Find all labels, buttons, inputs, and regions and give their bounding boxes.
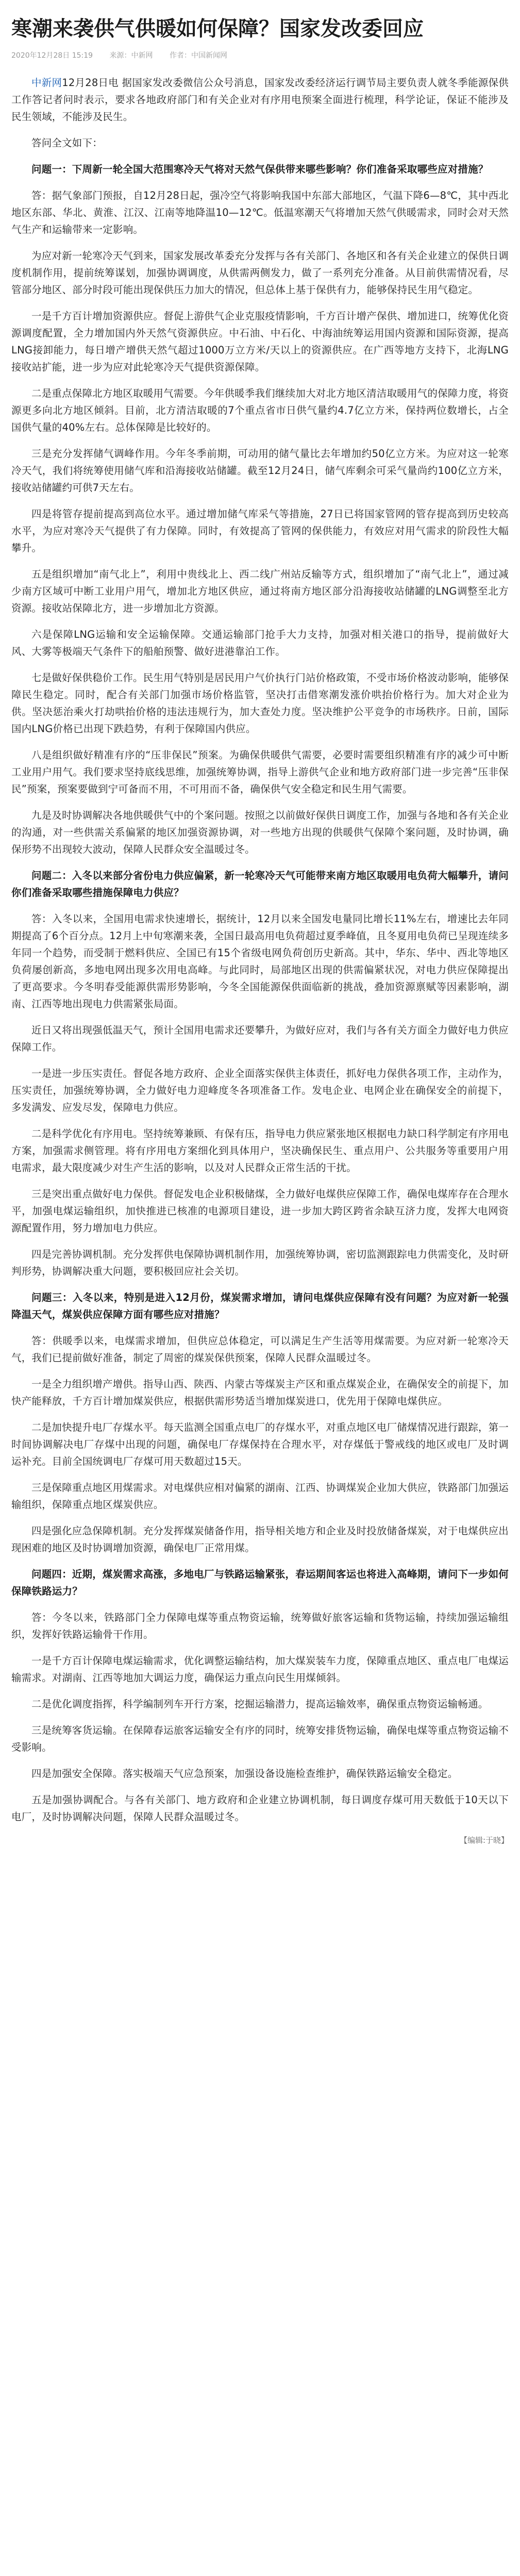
article-source: 来源：中新网 xyxy=(109,52,153,60)
body-paragraph: 四是强化应急保障机制。充分发挥煤炭储备作用，指导相关地方和企业及时投放储备煤炭，对于电煤供应出现困难的地区及时协调增加资源，确保电厂正常用煤。 xyxy=(11,1525,509,1554)
body-paragraph: 答：入冬以来，全国用电需求快速增长，据统计，12月以来全国发电量同比增长11%左右，增速比去年同期提高了6个百分点。12月上中旬寒潮来袭，全国日最高用电负荷超过夏季峰值，且冬夏用电负荷已呈现连续多年同一个趋势，而受制于燃料供应、全国已有15个省级电网负荷创历史新高。其中，华东、华中、西北等地区负荷屡创新高，多地电网出现多次用电高峰。与此同时，局部地区出现的供需偏紧状况，对电力供应保障提出了更高要求。今冬明春受能源供需形势影响，今冬全国能源保供面临新的挑战，叠加资源禀赋等因素影响，湖南、江西等地出现电力供需紧张局面。 xyxy=(11,913,509,1010)
body-paragraph: 二是科学优化有序用电。坚持统筹兼顾、有保有压，指导电力供应紧张地区根据电力缺口科学制定有序用电方案，加强需求侧管理。将有序用电方案细化到具体用户，坚决确保民生、重点用户、公共服务等重要用户用电需求，最大限度减少对生产生活的影响，以及对人民群众正常生活的干扰。 xyxy=(11,1128,509,1174)
body-paragraph: 二是加快提升电厂存煤水平。每天监测全国重点电厂的存煤水平，对重点地区电厂储煤情况进行跟踪，第一时间协调解决电厂存煤中出现的问题，确保电厂存煤保持在合理水平，对存煤低于警戒线的地区或电厂及时调运补充。目前全国统调电厂存煤可用天数超过15天。 xyxy=(11,1421,509,1467)
body-paragraph: 三是保障重点地区用煤需求。对电煤供应相对偏紧的湖南、江西、协调煤炭企业加大供应，铁路部门加强运输组织，保障重点地区煤炭供应。 xyxy=(11,1482,509,1511)
article-title: 寒潮来袭供气供暖如何保障？国家发改委回应 xyxy=(11,17,424,41)
body-paragraph: 四是加强安全保障。落实极端天气应急预案，加强设备设施检查维护，确保铁路运输安全稳定。 xyxy=(31,1768,458,1780)
body-paragraph: 近日又将出现强低温天气，预计全国用电需求还要攀升，为做好应对，我们与各有关方面全力做好电力供应保障工作。 xyxy=(11,1024,509,1053)
body-paragraph: 一是全力组织增产增供。指导山西、陕西、内蒙古等煤炭主产区和重点煤炭企业，在确保安全的前提下，加快产能释放，千方百计增加煤炭供应，根据供需形势适当增加煤炭进口，优先用于保障电煤供应。 xyxy=(11,1378,509,1407)
body-paragraph: 八是组织做好精准有序的“压非保民”预案。为确保供暖供气需要，必要时需要组织精准有序的减少可中断工业用户用气。我们要求坚持底线思维，加强统筹协调，指导上游供气企业和地方政府部门进一步完善“压非保民”预案，预案要做到宁可备而不用，不可用而不备，确保供气安全稳定和民生用气需要。 xyxy=(11,749,509,795)
body-paragraph: 五是加强协调配合。与各有关部门、地方政府和企业建立协调机制，每日调度存煤可用天数低于10天以下电厂，及时协调解决问题，保障人民群众温暖过冬。 xyxy=(11,1794,509,1823)
question-heading: 问题二：入冬以来部分省份电力供应偏紧，新一轮寒冷天气可能带来南方地区取暖用电负荷大幅攀升，请问你们准备采取哪些措施保障电力供应？ xyxy=(11,870,509,899)
body-paragraph: 九是及时协调解决各地供暖供气中的个案问题。按照之以前做好保供日调度工作，加强与各地和各有关企业的沟通，对一些供需关系偏紧的地区加强资源协调，对一些地方出现的供暖供气保障个案问题，及时协调，确保形势不出现较大波动，保障人民群众安全温暖过冬。 xyxy=(11,809,509,855)
lead-paragraph xyxy=(11,74,509,125)
article-body xyxy=(11,74,509,1825)
body-paragraph: 答问全文如下： xyxy=(31,137,103,149)
article-author: 作者：中国新闻网 xyxy=(169,52,227,60)
body-paragraph: 四是将管存提前提高到高位水平。通过增加储气库采气等措施，27日已将国家管网的管存提高到历史较高水平，为应对寒冷天气提供了有力保障。同时，有效提高了管网的保供能力，有效应对用气需求的阶段性大幅攀升。 xyxy=(11,508,509,554)
body-paragraph: 一是千方百计增加资源供应。督促上游供气企业克服疫情影响，千方百计增产保供、增加进口，统筹优化资源调度配置，全力增加国内外天然气资源供应。中石油、中石化、中海油统筹运用国内资源和国际资源，提高LNG接卸能力，每日增产增供天然气超过1000万立方米/天以上的资源供应。在广西等地方支持下，北海LNG接收站扩能，进一步为应对此轮寒冷天气提供资源保障。 xyxy=(11,310,509,373)
body-paragraph: 答：供暖季以来，电煤需求增加，但供应总体稳定，可以满足生产生活等用煤需要。为应对新一轮寒冷天气，我们已提前做好准备，制定了周密的煤炭保供预案，保障人民群众温暖过冬。 xyxy=(11,1335,509,1364)
body-paragraph: 三是统筹客货运输。在保障春运旅客运输安全有序的同时，统筹安排货物运输，确保电煤等重点物资运输不受影响。 xyxy=(11,1724,509,1753)
body-paragraph: 七是做好保供稳价工作。民生用气特别是居民用户气价执行门站价格政策，不受市场价格波动影响，能够保障民生稳定。同时，配合有关部门加强市场价格监管，坚决打击借寒潮发涨价哄抬价格行为。加大对企业为供。坚决惩治乘火打劫哄抬价格的违法违规行为，加大查处力度。坚决维护公平竞争的市场秩序。日前，国际国内LNG价格已出现下跌趋势，有利于保障国内供应。 xyxy=(11,672,509,735)
body-paragraph: 为应对新一轮寒冷天气到来，国家发展改革委充分发挥与各有关部门、各地区和各有关企业建立的保供日调度机制作用，提前统筹谋划，加强协调调度，从供需两侧发力，做了一系列充分准备。从目前供需情况看，尽管部分地区、部分时段可能出现保供压力加大的情况，但总体上基于保供有力，能够保持民生用气稳定。 xyxy=(11,250,509,296)
body-paragraph: 三是突出重点做好电力保供。督促发电企业积极储煤，全力做好电煤供应保障工作，确保电煤库存在合理水平，加强电煤运输组织，加快推进已核准的电源项目建设，进一步加大跨区跨省余缺互济力度，发挥大电网资源配置作用，努力增加电力供应。 xyxy=(11,1188,509,1234)
article-meta xyxy=(11,50,509,61)
body-paragraph: 六是保障LNG运输和安全运输保障。交通运输部门抢手大力支持，加强对相关港口的指导，提前做好大风、大雾等极端天气条件下的船舶预警、做好进港靠泊工作。 xyxy=(11,629,509,657)
body-paragraph: 二是优化调度指挥，科学编制列车开行方案，挖掘运输潜力，提高运输效率，确保重点物资运输畅通。 xyxy=(31,1698,489,1710)
lead-source-link[interactable]: 中新网 xyxy=(31,77,62,89)
body-paragraph: 三是充分发挥储气调峰作用。今年冬季前期，可动用的储气量比去年增加约50亿立方米。为应对这一轮寒冷天气，我们将统筹使用储气库和沿海接收站储罐。截至12月24日，储气库剩余可采气量尚约100亿立方米，接收站储罐约可供7天左右。 xyxy=(11,448,509,494)
body-paragraph: 答：据气象部门预报，自12月28日起，强冷空气将影响我国中东部大部地区，气温下降6—8℃，其中西北地区东部、华北、黄淮、江汉、江南等地降温10—12℃。低温寒潮天气将增加天然气供暖需求，同时会对天然气生产和运输带来一定影响。 xyxy=(11,190,509,235)
lead-text: 12月28日电 据国家发改委微信公众号消息，国家发改委经济运行调节局主要负责人就冬季能源保供工作答记者问时表示，要求各地政府部门和有关企业对有序用电预案全面进行梳理，科学论证，保证不能涉及民生领域，不能涉及民生。 xyxy=(11,77,509,123)
body-paragraph: 一是千方百计保障电煤运输需求，优化调整运输结构，加大煤炭装车力度，保障重点地区、重点电厂电煤运输需求。对湖南、江西等地加大调运力度，确保运力重点向民生用煤倾斜。 xyxy=(11,1655,509,1684)
question-heading: 问题三：入冬以来，特别是进入12月份，煤炭需求增加，请问电煤供应保障有没有问题？为应对新一轮强降温天气，煤炭供应保障方面有哪些应对措施？ xyxy=(11,1292,509,1320)
body-paragraph: 四是完善协调机制。充分发挥供电保障协调机制作用，加强统筹协调，密切监测跟踪电力供需变化，及时研判形势，协调解决重大问题，要积极回应社会关切。 xyxy=(11,1248,509,1277)
body-paragraph: 答：今冬以来，铁路部门全力保障电煤等重点物资运输，统筹做好旅客运输和货物运输，持续加强运输组织，发挥好铁路运输骨干作用。 xyxy=(11,1612,509,1640)
body-paragraph: 二是重点保障北方地区取暖用气需要。今年供暖季我们继续加大对北方地区清洁取暖用气的保障力度，将资源更多向北方地区倾斜。目前，北方清洁取暖的7个重点省市日供气量约4.7亿立方米，保持两位数增长，占全国供气量的40%左右。总体保障是比较好的。 xyxy=(11,387,509,433)
publish-date: 2020年12月28日 15:19 xyxy=(11,52,93,60)
body-paragraph: 一是进一步压实责任。督促各地方政府、企业全面落实保供主体责任，抓好电力保供各项工作，主动作为，压实责任，加强统筹协调，全力做好电力迎峰度冬各项准备工作。发电企业、电网企业在确保安全的前提下，多发满发、应发尽发，保障电力供应。 xyxy=(11,1067,509,1113)
editor-credit: 【编辑:于晓】 xyxy=(459,1836,509,1845)
question-heading: 问题四：近期，煤炭需求高涨，多地电厂与铁路运输紧张，春运期间客运也将进入高峰期，请问下一步如何保障铁路运力？ xyxy=(11,1568,509,1597)
body-paragraph: 五是组织增加“南气北上”，利用中贵线北上、西二线广州站反输等方式，组织增加了“南气北上”，通过减少南方区域可中断工业用户用气，增加北方地区供应，通过将南方地区部分沿海接收站储罐的LNG调整至北方资源。接收站保障北方，进一步增加北方资源。 xyxy=(11,568,509,614)
question-heading: 问题一：下周新一轮全国大范围寒冷天气将对天然气保供带来哪些影响？你们准备采取哪些应对措施？ xyxy=(31,163,489,175)
